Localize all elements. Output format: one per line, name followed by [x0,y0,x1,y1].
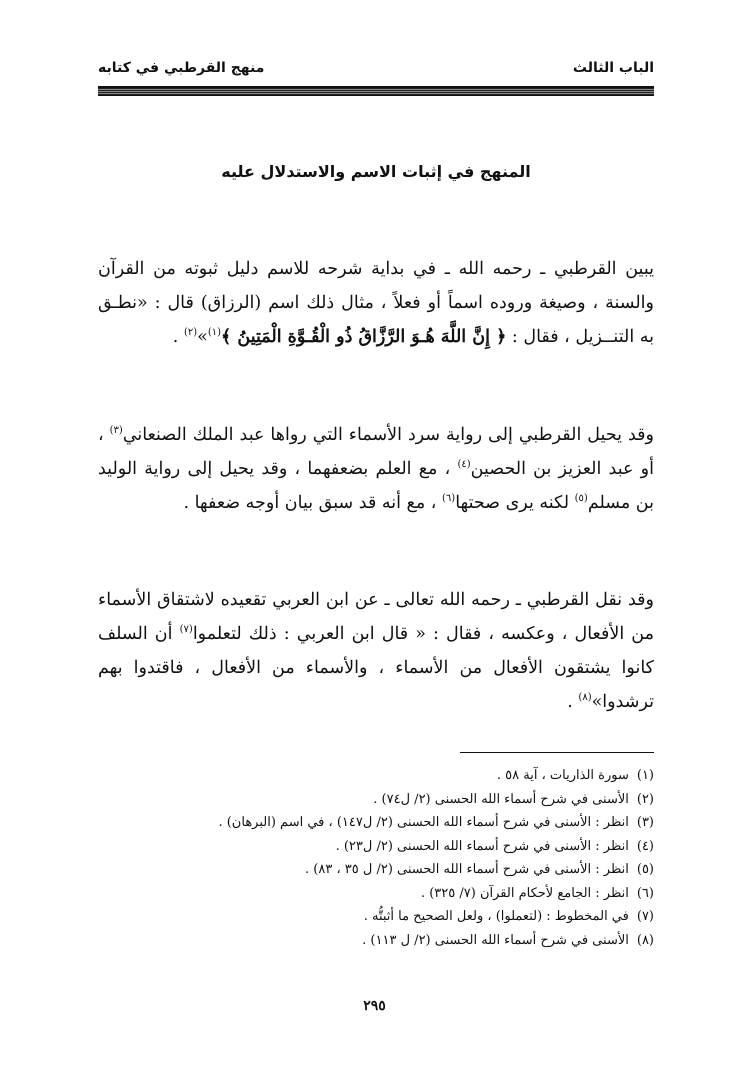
paragraph-text: » [197,327,208,347]
footnote-text: سورة الذاريات ، آية ٥٨ . [496,768,629,783]
footnote-text: انظر : الجامع لأحكام القرآن (٧/ ٣٢٥) . [420,885,629,901]
footnote-ref-4[interactable]: (٤) [457,459,471,471]
paragraph-text: وقد نقل القرطبي ـ رحمه الله تعالى ـ عن ابن العربي تقعيده لاشتقاق الأسماء من الأفعال ، وعكسه ، فقال : « قال ابن العربي : ذلك لتعلموا [98,590,654,644]
footnote-ref-3[interactable]: (٣) [109,425,123,437]
paragraph-text: أن السلف كانوا يشتقون الأفعال من الأسماء ، والأسماء من الأفعال ، فاقتدوا بهم ترشدوا» [98,624,654,712]
footnote-text: الأسنى في شرح أسماء الله الحسنى (٢/ ل٧٤) . [373,791,629,807]
footnote-ref-2[interactable]: (٢) [183,327,198,339]
section-title: المنهج في إثبات الاسم والاستدلال عليه [221,162,531,181]
paragraph-text: ، مع أنه قد سبق بيان أوجه ضعفها . [183,493,443,513]
footnote-ref-6[interactable]: (٦) [442,493,456,505]
footnote-text: انظر : الأسنى في شرح أسماء الله الحسنى (٢/ ل ٣٥ ، ٨٣) . [305,862,629,877]
chapter-title: الباب الثالث [572,60,654,76]
footnotes-list [98,764,654,952]
footnote-text: في المخطوط : (لتعملوا) ، ولعل الصحيح ما أثبتُّه . [363,909,629,924]
footnote-number: (٥) [636,862,654,877]
paragraph-text: وقد يحيل القرطبي إلى رواية سرد الأسماء التي رواها عبد الملك الصنعاني [122,425,654,445]
paragraph-2 [98,418,654,520]
paragraph-1 [98,252,654,354]
quran-verse: ﴿ إِنَّ اللَّهَ هُـوَ الرَّزَّاقُ ذُو الْقُـوَّةِ الْمَتِينُ ﴾ [221,327,507,347]
footnote-item [98,905,654,929]
footnote-text: انظر : الأسنى في شرح أسماء الله الحسنى (٢/ ل١٤٧) ، في اسم (البرهان) . [218,815,629,830]
paragraph-3 [98,583,654,719]
paragraph-text: يبين القرطبي ـ رحمه الله ـ في بداية شرحه للاسم دليل ثبوته من القرآن والسنة ، وصيغة وروده اسماً أو فعلاً ، مثال ذلك اسم (الرزاق) قال : «نطـق به التنــزيل ، فقال : [98,259,654,347]
footnote-text: انظر : الأسنى في شرح أسماء الله الحسنى (٢/ ل٢٣) . [335,838,629,854]
footnote-number: (٢) [636,791,654,807]
footnote-ref-8[interactable]: (٨) [578,692,592,704]
paragraph-text: لكنه يرى صحتها [455,493,575,513]
footnote-number: (٣) [636,815,654,830]
paragraph-text: ، مع العلم بضعفهما ، وقد يحيل إلى رواية الوليد بن مسلم [98,459,654,513]
page-number: ٢٩٥ [363,998,386,1014]
footnote-divider [460,752,654,753]
footnote-item [98,858,654,882]
footnote-ref-7[interactable]: (٧) [179,624,193,636]
footnote-ref-1[interactable]: (١) [207,327,222,339]
footnote-item [98,882,654,906]
footnote-ref-5[interactable]: (٥) [574,493,588,505]
header-divider [98,86,654,96]
footnote-item [98,929,654,953]
footnote-item [98,835,654,859]
paragraph-text: ، أو عبد العزيز بن الحصين [98,425,654,479]
footnote-number: (٦) [636,885,654,901]
running-header [98,60,654,84]
footnote-number: (٤) [636,838,654,854]
footnote-item [98,811,654,835]
paragraph-text: . [567,692,579,712]
paragraph-text: . [172,327,184,347]
footnote-item [98,764,654,788]
footnote-number: (٧) [636,909,654,924]
footnote-item [98,788,654,812]
footnote-number: (١) [636,768,654,783]
footnote-number: (٨) [636,932,654,948]
footnote-text: الأسنى في شرح أسماء الله الحسنى (٢/ ل ١١٣) . [362,932,629,948]
book-title: منهج القرطبي في كتابه [98,60,265,76]
